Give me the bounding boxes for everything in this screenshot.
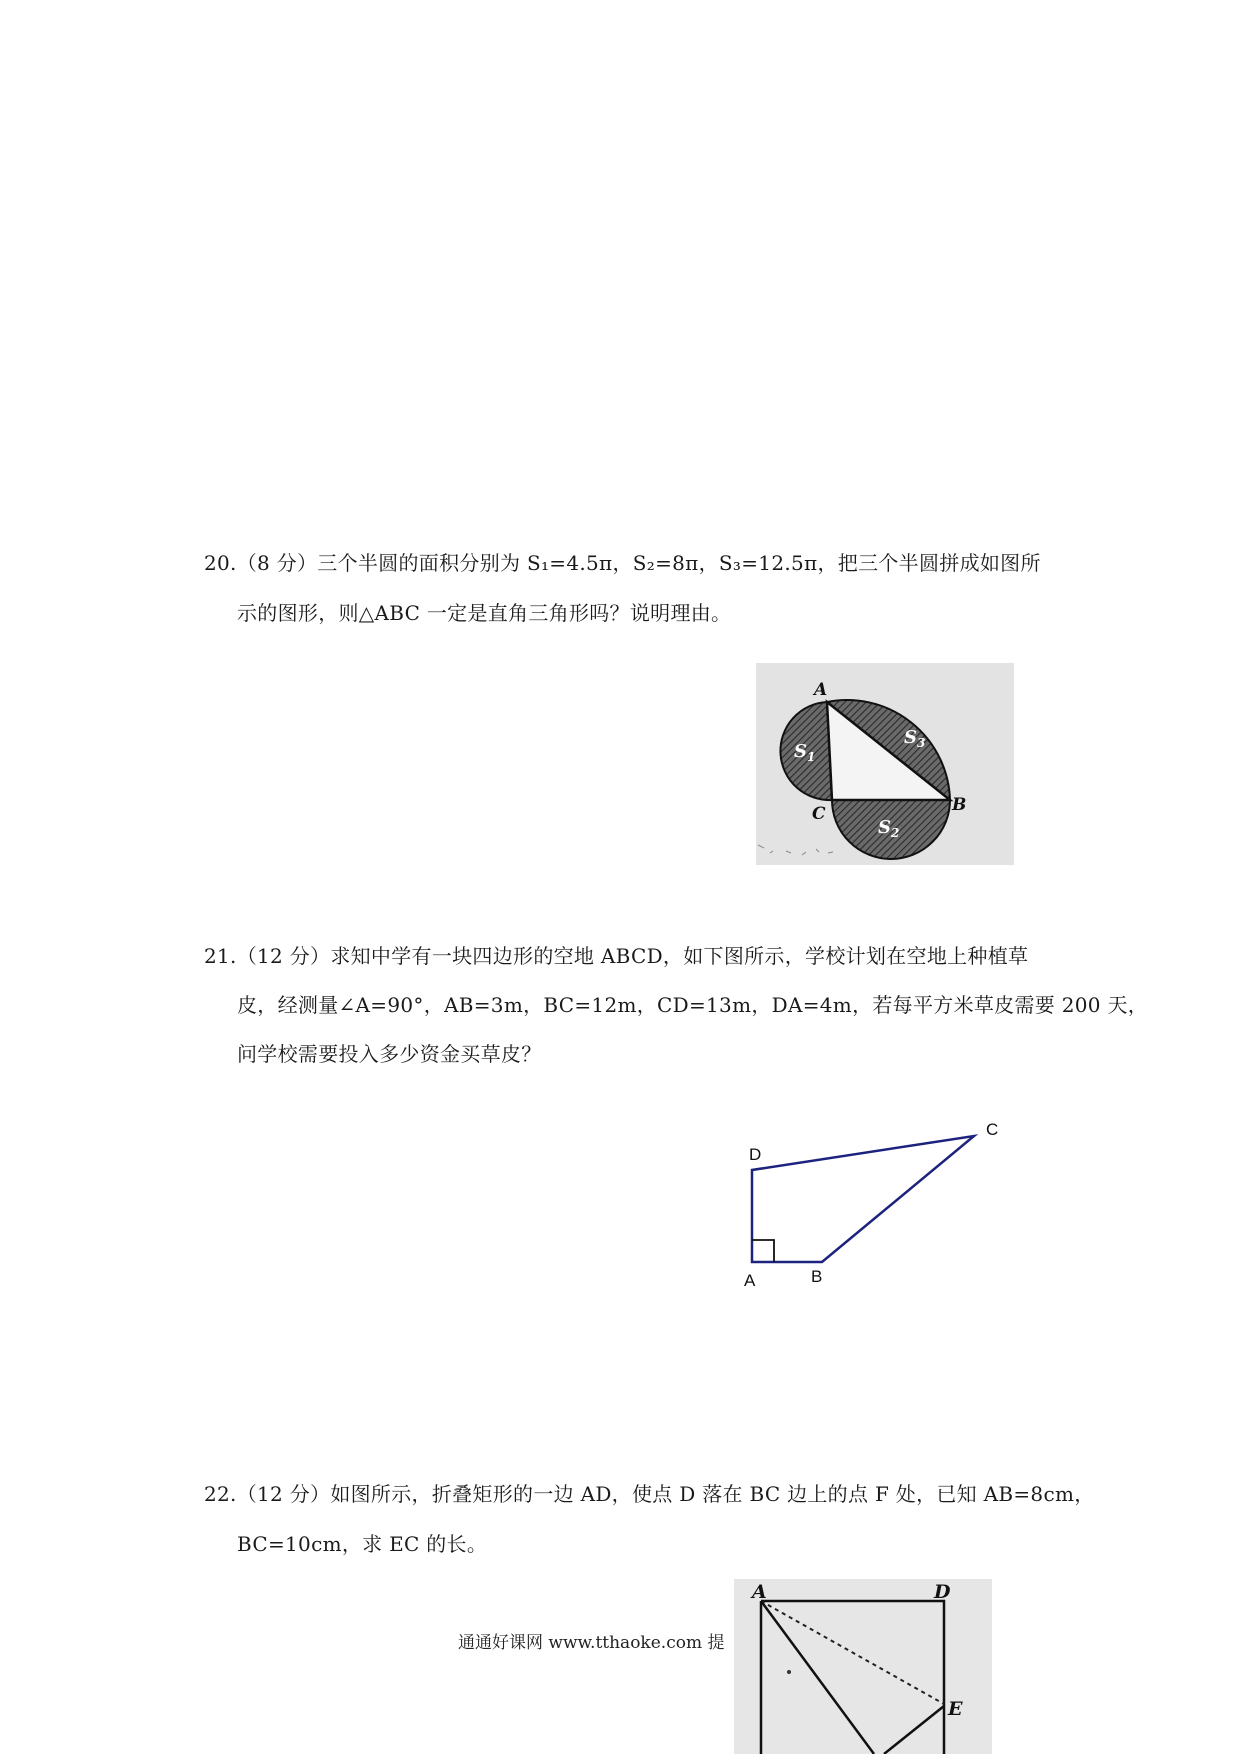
label-s3: S xyxy=(904,727,917,748)
q20-line-2: 示的图形，则△ABC 一定是直角三角形吗？说明理由。 xyxy=(237,601,732,625)
label-a: A xyxy=(814,680,828,700)
quadrilateral-abcd xyxy=(752,1136,974,1262)
q20-line-1: 20.（8 分）三个半圆的面积分别为 S₁=4.5π，S₂=8π，S₃=12.5π，把三个半圆拼成如图所 xyxy=(204,551,1041,575)
figure-background xyxy=(734,1579,992,1754)
q20-figure xyxy=(756,663,1014,865)
label-d: D xyxy=(934,1581,951,1603)
q22-line-2: BC=10cm，求 EC 的长。 xyxy=(237,1532,488,1556)
label-c: C xyxy=(812,804,826,824)
label-b: B xyxy=(952,795,967,815)
footer-watermark: 通通好课网 www.tthaoke.com 提 xyxy=(458,1633,725,1653)
q21-line-3: 问学校需要投入多少资金买草皮？ xyxy=(237,1042,542,1066)
right-angle-mark xyxy=(752,1240,774,1262)
label-s1-sub: 1 xyxy=(807,750,816,764)
label-a: A xyxy=(744,1271,756,1290)
label-s2-sub: 2 xyxy=(891,826,900,840)
label-d: D xyxy=(749,1145,762,1164)
q21-line-1: 21.（12 分）求知中学有一块四边形的空地 ABCD，如下图所示，学校计划在空地上种植草 xyxy=(204,944,1029,968)
label-a: A xyxy=(752,1581,767,1603)
label-s1: S xyxy=(794,741,807,762)
q22-line-1: 22.（12 分）如图所示，折叠矩形的一边 AD，使点 D 落在 BC 边上的点 F 处，已知 AB=8cm， xyxy=(204,1482,1095,1506)
scan-speck xyxy=(787,1670,791,1674)
label-s3-sub: 3 xyxy=(917,736,926,750)
q21-figure xyxy=(740,1112,1010,1292)
label-c: C xyxy=(986,1120,999,1139)
label-b: B xyxy=(811,1267,823,1286)
q21-line-2: 皮，经测量∠A=90°，AB=3m，BC=12m，CD=13m，DA=4m，若每平方米草皮需要 200 天， xyxy=(237,993,1149,1017)
q22-figure xyxy=(734,1579,992,1754)
label-s2: S xyxy=(878,817,891,838)
label-e: E xyxy=(948,1698,963,1720)
